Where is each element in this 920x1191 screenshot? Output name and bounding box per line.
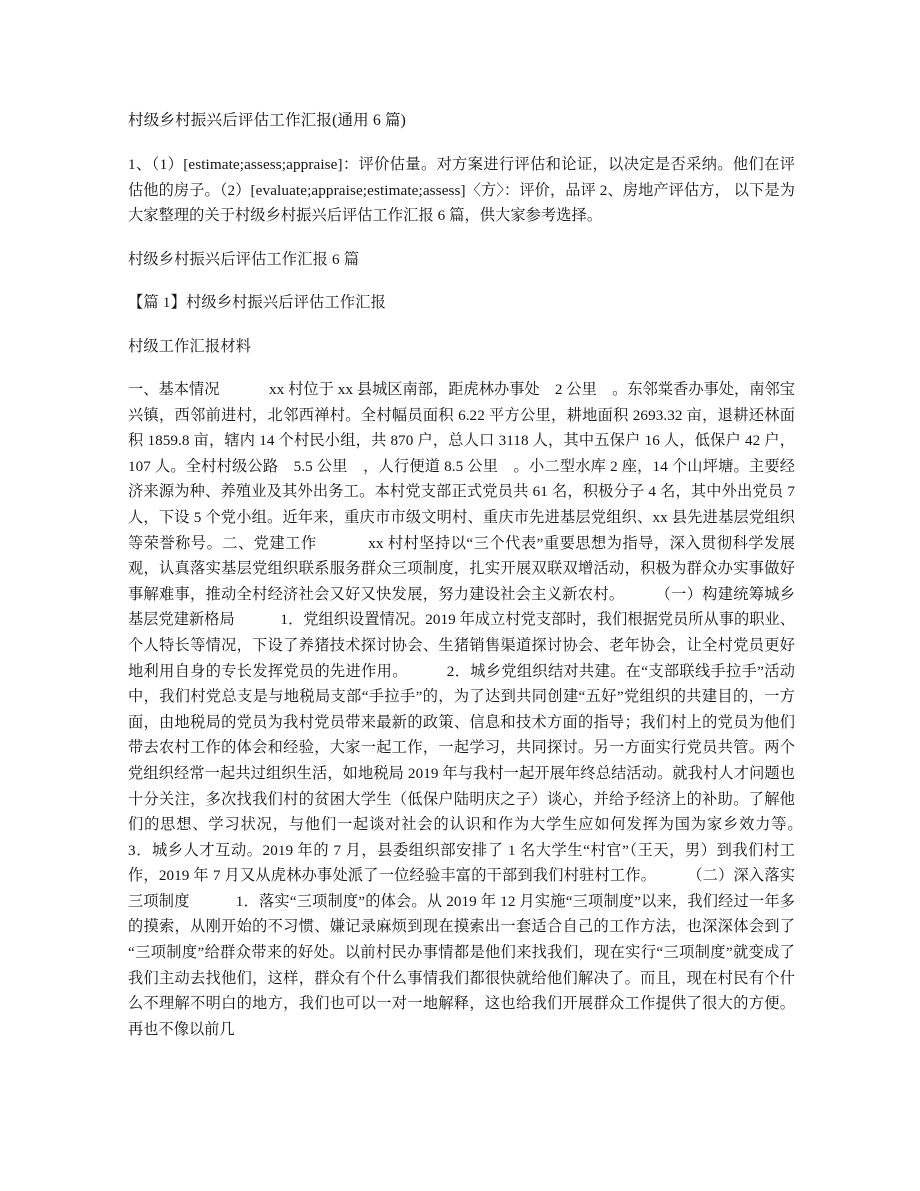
page-title: 村级乡村振兴后评估工作汇报(通用 6 篇) <box>128 112 407 129</box>
document-body: 一、基本情况 xx 村位于 xx 县城区南部，距虎林办事处 2 公里 。东邻棠香办事处，南邻宝兴镇，西邻前进村，北邻西禅村。全村幅员面积 6.22 平方公里，耕地面积 2693.32 亩，退耕还林面积 1859.8 亩，辖内 14 个村民小组，共 870 户，总人口 3118 人，其中五保户 16 人，低保户 42 户，107 人。全村村级公路 5.5 公里 ，人行便道 8.5 公里 。小二型水库 2 座，14 个山坪塘。主要经济来源为种、养殖业及其外出务工。本村党支部正式党员共 61 名，积极分子 4 名，其中外出党员 7 人，下设 5 个党小组。近年来，重庆市市级文明村、重庆市先进基层党组织、xx 县先进基层党组织等荣誉称号。二、党建工作 xx 村村坚持以“三个代表”重要思想为指导，深入贯彻科学发展观，认真落实基层党组织联系服务群众三项制度，扎实开展双联双增活动，积极为群众办实事做好事解难事，推动全村经济社会又好又快发展，努力建设社会主义新农村。 （一）构建统筹城乡基层党建新格局 1．党组织设置情况。2019 年成立村党支部时，我们根据党员所从事的职业、个人特长等情况，下设了养猪技术探讨协会、生猪销售渠道探讨协会、老年协会，让全村党员更好地利用自身的专长发挥党员的先进作用。 2．城乡党组织结对共建。在“支部联线手拉手”活动中，我们村党总支是与地税局支部“手拉手”的，为了达到共同创建“五好”党组织的共建目的，一方面，由地税局的党员为我村党员带来最新的政策、信息和技术方面的指导；我们村上的党员为他们带去农村工作的体会和经验，大家一起工作，一起学习，共同探讨。另一方面实行党员共管。两个党组织经常一起共过组织生活，如地税局 2019 年与我村一起开展年终总结活动。就我村人才问题也十分关注，多次找我们村的贫困大学生（低保户陆明庆之子）谈心，并给予经济上的补助。了解他们的思想、学习状况，与他们一起谈对社会的认识和作为大学生应如何发挥为国为家乡效力等。 3．城乡人才互动。2019 年的 7 月，县委组织部安排了 1 名大学生“村官”（王天，男）到我们村工作，2019 年 7 月又从虎林办事处派了一位经验丰富的干部到我们村驻村工作。 （二）深入落实三项制度 1．落实“三项制度”的体会。从 2019 年 12 月实施“三项制度”以来，我们经过一年多的摸索，从刚开始的不习惯、嫌记录麻烦到现在摸索出一套适合自己的工作方法，也深深体会到了“三项制度”给群众带来的好处。以前村民办事情都是他们来找我们，现在实行“三项制度”就变成了我们主动去找他们，这样，群众有个什么事情我们都很快就给他们解决了。而且，现在村民有个什么不理解不明白的地方，我们也可以一对一地解释，这也给我们开展群众工作提供了很大的方便。再也不像以前几 <box>128 381 841 1038</box>
section-heading-part-1: 【篇 1】村级乡村振兴后评估工作汇报 <box>128 294 386 311</box>
material-heading: 村级工作汇报材料 <box>128 337 252 355</box>
intro-paragraph: 1、（1）[estimate;assess;appraise]：评价估量。对方案进行评估和论证，以决定是否采纳。他们在评估他的房子。（2）[evaluate;appraise;estimate;assess]〈方〉：评价，品评 2、房地产评估方， 以下是为大家整理的关于村级乡村振兴后评估工作汇报 6 篇，供大家参考选择。 <box>128 156 795 224</box>
collection-heading: 村级乡村振兴后评估工作汇报 6 篇 <box>128 250 360 268</box>
